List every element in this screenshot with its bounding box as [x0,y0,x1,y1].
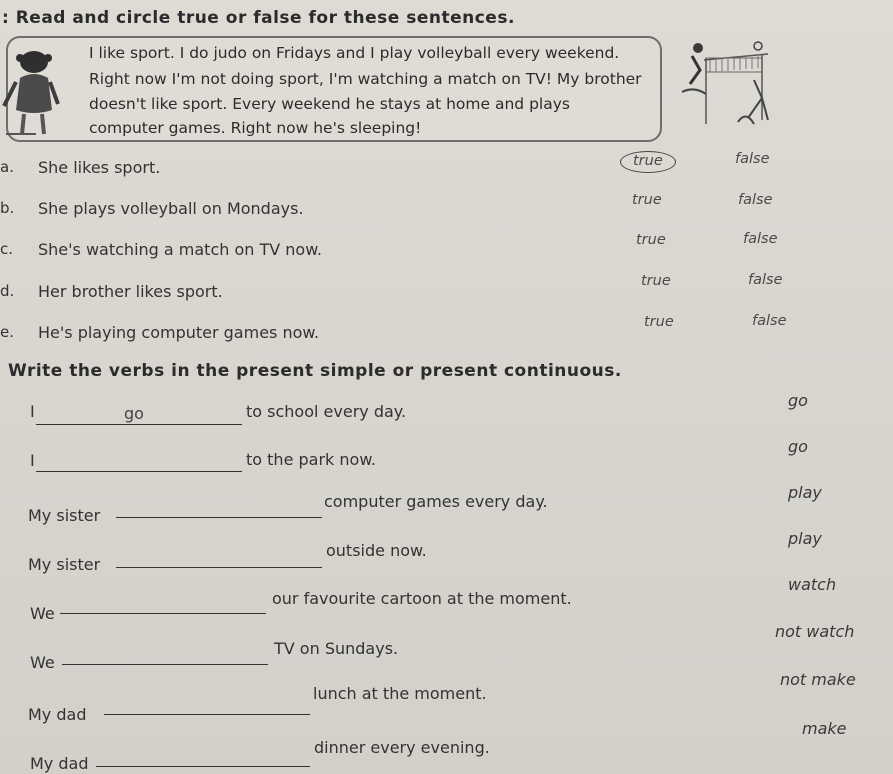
verb-hint: not make [780,670,856,689]
false-option[interactable]: false [752,313,787,329]
false-option[interactable]: false [735,151,770,167]
passage-line-1: I like sport. I do judo on Fridays and I play volleyball every weekend. [89,44,620,62]
true-option[interactable]: true [644,314,674,330]
sentence-rest: TV on Sundays. [274,639,399,658]
false-option[interactable]: false [748,272,783,288]
answer-blank[interactable] [96,766,310,767]
answer-blank[interactable] [116,567,322,568]
true-option[interactable]: true [641,273,671,289]
verb-hint: not watch [775,622,855,641]
verb-hint: go [788,391,808,410]
filled-answer: go [124,404,144,423]
subject: My sister [28,506,101,525]
answer-blank[interactable] [36,471,242,472]
sentence-rest: dinner every evening. [314,738,490,757]
sentence-rest: computer games every day. [324,492,548,511]
passage-line-3: doesn't like sport. Every weekend he stays at home and plays [89,95,570,113]
true-option[interactable]: true [632,192,662,208]
subject: I [30,402,35,421]
volleyball-illustration [676,40,786,138]
subject: My dad [28,705,87,724]
section1-instruction: : Read and circle true or false for these sentences. [2,8,515,28]
false-option[interactable]: false [743,231,778,247]
section2-instruction: Write the verbs in the present simple or present continuous. [8,361,622,381]
statement-number: b. [0,199,15,217]
sentence-rest: to the park now. [246,450,377,469]
subject: I [30,451,35,470]
subject: My sister [28,555,101,574]
passage-line-4: computer games. Right now he's sleeping! [89,119,422,137]
true-option-circled[interactable]: true [620,151,676,173]
answer-blank[interactable] [104,714,310,715]
statement-text: She's watching a match on TV now. [38,240,322,259]
statement-text: She plays volleyball on Mondays. [38,199,304,218]
sentence-rest: to school every day. [246,402,407,421]
statement-text: She likes sport. [38,158,161,177]
sentence-rest: outside now. [326,541,427,560]
statement-number: c. [0,240,14,258]
false-option[interactable]: false [738,192,773,208]
subject: My dad [30,754,89,773]
answer-blank[interactable] [62,664,268,665]
verb-hint: play [788,529,822,548]
statement-number: a. [0,158,14,176]
subject: We [30,653,55,672]
statement-text: Her brother likes sport. [38,282,223,301]
girl-illustration [0,48,80,140]
verb-hint: make [802,719,847,738]
answer-blank[interactable] [116,517,322,518]
verb-hint: go [788,437,808,456]
sentence-rest: lunch at the moment. [313,684,487,703]
sentence-rest: our favourite cartoon at the moment. [272,589,572,608]
answer-blank[interactable] [36,424,242,425]
statement-number: d. [0,282,15,300]
statement-number: e. [0,323,14,341]
answer-blank[interactable] [60,613,266,614]
statement-text: He's playing computer games now. [38,323,320,342]
verb-hint: watch [788,575,837,594]
true-option[interactable]: true [636,232,666,248]
passage-line-2: Right now I'm not doing sport, I'm watching a match on TV! My brother [89,70,642,88]
verb-hint: play [788,483,822,502]
subject: We [30,604,55,623]
